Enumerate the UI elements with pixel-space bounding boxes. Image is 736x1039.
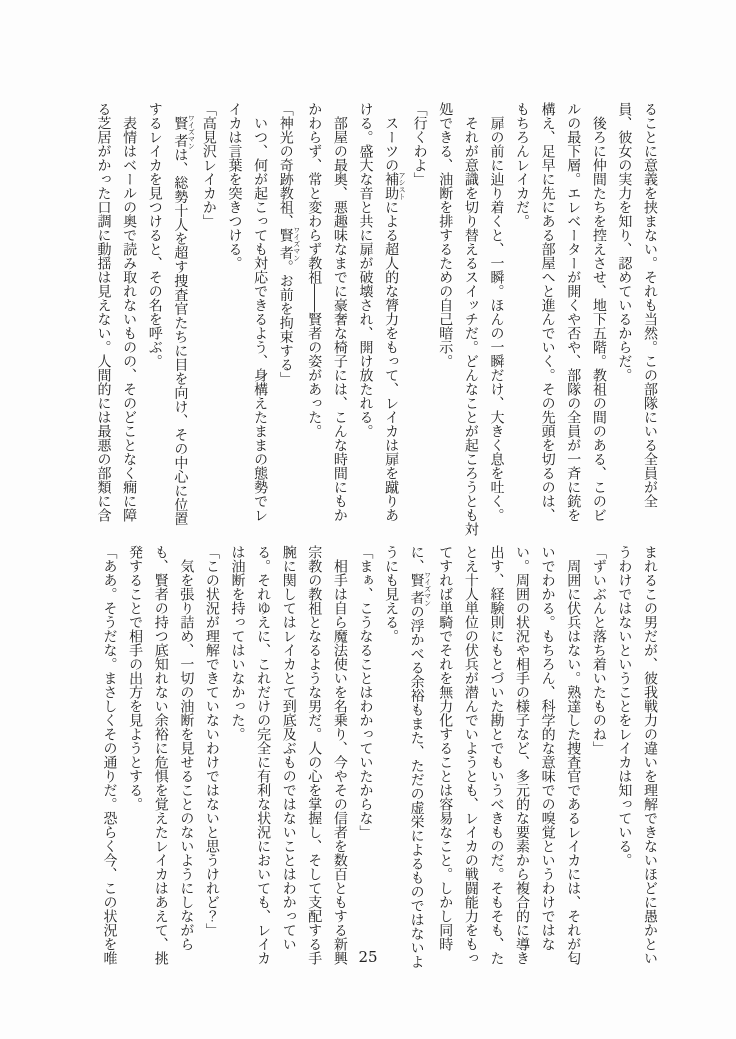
text-line: うにも見える。 <box>383 545 400 643</box>
text-line: 扉の前に辿り着くと、一瞬。ほんの一瞬だけ、大きく息を吐く。 <box>488 102 505 522</box>
text-line: 出す、経験則にもとづいた勘とでもいうべきものだ。そもそも、た <box>488 545 505 965</box>
text-line: い。周囲の状況や相手の様子など、多元的な要素から複合的に導き <box>514 545 531 965</box>
text-line: もちろんレイカだ。 <box>514 102 531 228</box>
text-line: 腕に関してはレイカとて到底及ぶものではないことはわかってい <box>280 545 297 951</box>
text-line: 「ああ。そうだな。まさしくその通りだ。恐らく今、この状況を唯 <box>101 545 118 965</box>
text-line: 発することで相手の出方を見ようとする。 <box>127 545 144 811</box>
text-line: 「まぁ、こうなることはわかっていたからな」 <box>357 545 374 839</box>
text-line: 「ずいぶんと落ち着いたものね」 <box>590 545 607 755</box>
text-line: 構え、足早に先にある部屋へと進んでいく。その先頭を切るのは、 <box>539 102 556 522</box>
text-line: いでわかる。もちろん、科学的な意味での嗅覚というわけではな <box>539 545 556 951</box>
text-line: スーツの補助 アシストによる超人的な膂力をもって、レイカは扉を蹴りあ <box>383 102 407 522</box>
text-line: 宗教の教祖となるような男だ。人の心を掌握し、そして支配する手 <box>306 545 323 965</box>
text-line: それが意識を切り替えるスイッチだ。どんなことが起ころうとも対 <box>462 102 479 536</box>
text-line: まれるこの男だが、彼我戦力の違いを理解できないほどに愚かとい <box>642 545 658 965</box>
text-line: 表情はベールの奥で読み取れないものの、そのどことなく癇に障 <box>121 102 138 522</box>
text-line: 後ろに仲間たちを控えさせ、地下五階。教祖の間のある、このビ <box>590 102 607 522</box>
page-number: 25 <box>358 948 378 966</box>
text-line: ルの最下層。エレベーターが開くや否や、部隊の全員が一斉に銃を <box>565 102 582 522</box>
text-block-top <box>90 102 662 536</box>
text-line: てすれば単騎でそれを無力化することは容易なこと。しかし同時 <box>437 545 454 951</box>
text-line: うわけではないということをレイカは知っている。 <box>616 545 633 867</box>
text-line: は油断を持ってはいなかった。 <box>229 545 246 741</box>
text-line: するレイカを見つけると、その名を呼ぶ。 <box>146 102 163 368</box>
text-line: 「行くわよ」 <box>411 102 428 186</box>
text-line: 気を張り詰め、一切の油断を見せることのないようにしながら <box>178 545 195 951</box>
text-line: ける。盛大な音と共に扉が破壊され、開け放たれる。 <box>357 102 374 438</box>
text-line: 「神光の奇跡教祖、賢者 ワイズマン。お前を拘束する」 <box>277 102 301 386</box>
text-line: 周囲に伏兵はない。熟達した捜査官であるレイカには、それが匂 <box>565 545 582 965</box>
text-line: 処できる、油断を排するための自己暗示。 <box>437 102 454 368</box>
text-line: 相手は自ら魔法使いを名乗り、今やその信者を数百ともする新興 <box>331 545 348 965</box>
text-line: 「この状況が理解できていないわけではないと思うけれど？」 <box>203 545 220 937</box>
text-line: いつ、何が起こっても対応できるよう、身構えたままの態勢でレ <box>252 102 269 522</box>
text-line: とえ十人単位の伏兵が潜んでいようとも、レイカの戦闘能力をもっ <box>462 545 479 965</box>
text-line: る。それゆえに、これだけの完全に有利な状況においても、レイカ <box>255 545 272 965</box>
text-line: イカは言葉を突きつける。 <box>226 102 243 270</box>
text-line: も、賢者の持つ底知れない余裕に危惧を覚えたレイカはあえて、挑 <box>152 545 169 965</box>
text-line: る芝居がかった口調に動揺は見えない。人間的には最悪の部類に含 <box>95 102 112 522</box>
text-line: 賢者 ワイズマンは、総勢十人を超す捜査官たちに目を向け、その中心に位置 <box>172 114 196 526</box>
text-line: ることに意義を挟まない。それも当然。この部隊にいる全員が全 <box>642 102 658 508</box>
text-line: 部屋の最奥、悪趣味なまでに豪奢な椅子には、こんな時間にもか <box>331 102 348 522</box>
text-line: 「高見沢レイカか」 <box>200 102 217 228</box>
text-line: かわらず、常と変わらず教祖――賢者の姿があった。 <box>306 102 323 438</box>
text-block-bottom <box>96 545 662 969</box>
text-line: 員、彼女の実力を知り、認めているからだ。 <box>616 102 633 382</box>
text-line: に、賢者 ワイズマンの浮かべる余裕もまた、ただの虚栄によるものではないよ <box>408 545 432 969</box>
